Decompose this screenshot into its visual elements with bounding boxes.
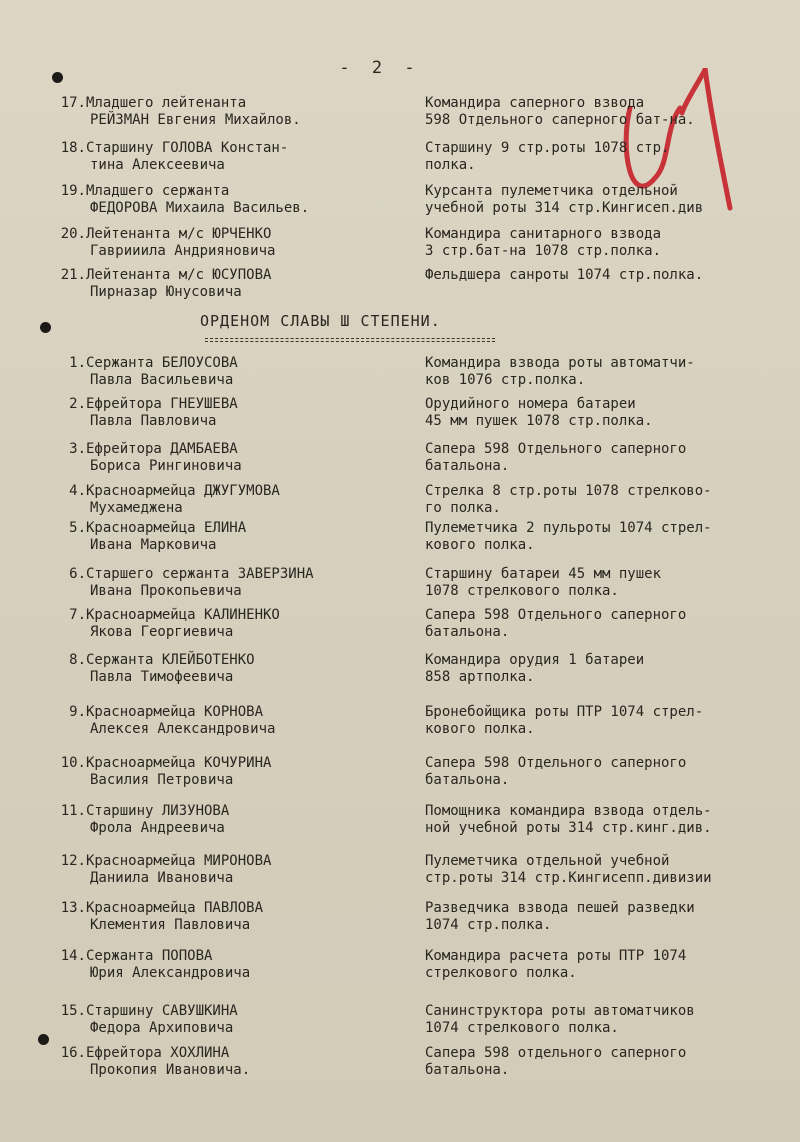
position-line: стрелкового полка. xyxy=(425,965,577,981)
recipient-name: Мухамеджена xyxy=(90,500,183,516)
position-line: Старшину батареи 45 мм пушек xyxy=(425,566,662,582)
recipient-rank: Старшину ГОЛОВА Констан- xyxy=(86,140,289,156)
entry-number: 4. xyxy=(69,483,86,499)
position-line: 45 мм пушек 1078 стр.полка. xyxy=(425,413,653,429)
recipient-name: тина Алексеевича xyxy=(90,157,225,173)
position-line: Пулеметчика 2 пульроты 1074 стрел- xyxy=(425,520,712,536)
recipient-block xyxy=(52,652,412,686)
entry-number: 15. xyxy=(60,1003,86,1019)
entry-number: 11. xyxy=(60,803,86,819)
position-line: го полка. xyxy=(425,500,501,516)
recipient-position xyxy=(425,95,800,129)
recipient-rank: Красноармейца ЕЛИНА xyxy=(86,520,247,536)
recipient-rank: Красноармейца КАЛИНЕНКО xyxy=(86,607,280,623)
position-line: ков 1076 стр.полка. xyxy=(425,372,586,388)
recipient-name: Ивана Прокопьевича xyxy=(90,583,242,599)
position-line: стр.роты 314 стр.Кингисепп.дивизии xyxy=(425,870,712,886)
recipient-name: Алексея Александровича xyxy=(90,721,276,737)
recipient-block xyxy=(52,566,412,600)
recipient-rank: Лейтенанта м/с ЮСУПОВА xyxy=(86,267,272,283)
position-line: Фельдшера санроты 1074 стр.полка. xyxy=(425,267,704,283)
position-line: 858 артполка. xyxy=(425,669,535,685)
recipient-position xyxy=(425,441,800,475)
entry-number: 9. xyxy=(69,704,86,720)
recipient-rank: Сержанта ПОПОВА xyxy=(86,948,213,964)
section-heading: ОРДЕНОМ СЛАВЫ Ш СТЕПЕНИ. xyxy=(200,312,441,330)
position-line: ной учебной роты 314 стр.кинг.див. xyxy=(425,820,712,836)
recipient-position xyxy=(425,853,800,887)
recipient-block xyxy=(52,396,412,430)
recipient-position xyxy=(425,803,800,837)
entry-number: 21. xyxy=(60,267,86,283)
position-line: Бронебойщика роты ПТР 1074 стрел- xyxy=(425,704,704,720)
recipient-name: Павла Васильевича xyxy=(90,372,234,388)
entry-number: 12. xyxy=(60,853,86,869)
recipient-name: РЕЙЗМАН Евгения Михайлов. xyxy=(90,112,301,128)
recipient-rank: Красноармейца КОРНОВА xyxy=(86,704,264,720)
recipient-rank: Красноармейца ПАВЛОВА xyxy=(86,900,264,916)
entry-number: 17. xyxy=(60,95,86,111)
recipient-position xyxy=(425,607,800,641)
recipient-position xyxy=(425,704,800,738)
recipient-rank: Ефрейтора ГНЕУШЕВА xyxy=(86,396,238,412)
recipient-name: Павла Павловича xyxy=(90,413,217,429)
entry-number: 1. xyxy=(69,355,86,371)
recipient-name: Василия Петровича xyxy=(90,772,234,788)
recipient-block xyxy=(52,95,412,129)
position-line: Командира взвода роты автоматчи- xyxy=(425,355,695,371)
position-line: 1074 стрелкового полка. xyxy=(425,1020,619,1036)
position-line: батальона. xyxy=(425,624,510,640)
section-underline xyxy=(205,338,495,342)
page-number: - 2 - xyxy=(339,58,421,78)
punch-hole xyxy=(38,1034,49,1045)
recipient-block xyxy=(52,483,412,517)
recipient-block xyxy=(52,948,412,982)
position-line: батальона. xyxy=(425,1062,510,1078)
position-line: 1078 стрелкового полка. xyxy=(425,583,619,599)
recipient-rank: Младшего лейтенанта xyxy=(86,95,247,111)
recipient-rank: Старшину ЛИЗУНОВА xyxy=(86,803,230,819)
recipient-rank: Младшего сержанта xyxy=(86,183,230,199)
recipient-position xyxy=(425,355,800,389)
recipient-name: ФЕДОРОВА Михаила Васильев. xyxy=(90,200,310,216)
position-line: Командира санитарного взвода xyxy=(425,226,662,242)
recipient-block xyxy=(52,441,412,475)
recipient-position xyxy=(425,1045,800,1079)
recipient-position xyxy=(425,652,800,686)
recipient-name: Пирназар Юнусовича xyxy=(90,284,242,300)
recipient-rank: Красноармейца МИРОНОВА xyxy=(86,853,272,869)
recipient-block xyxy=(52,226,412,260)
recipient-rank: Сержанта БЕЛОУСОВА xyxy=(86,355,238,371)
recipient-name: Даниила Ивановича xyxy=(90,870,234,886)
entry-number: 20. xyxy=(60,226,86,242)
recipient-block xyxy=(52,355,412,389)
recipient-rank: Ефрейтора ДАМБАЕВА xyxy=(86,441,238,457)
position-line: Разведчика взвода пешей разведки xyxy=(425,900,695,916)
recipient-name: Якова Георгиевича xyxy=(90,624,234,640)
recipient-block xyxy=(52,1045,412,1079)
position-line: учебной роты 314 стр.Кингисеп.див xyxy=(425,200,704,216)
recipient-position xyxy=(425,520,800,554)
entry-number: 18. xyxy=(60,140,86,156)
position-line: Сапера 598 отдельного саперного xyxy=(425,1045,687,1061)
position-line: Сапера 598 Отдельного саперного xyxy=(425,441,687,457)
recipient-name: Клементия Павловича xyxy=(90,917,251,933)
recipient-position xyxy=(425,948,800,982)
position-line: Стрелка 8 стр.роты 1078 стрелково- xyxy=(425,483,712,499)
recipient-name: Павла Тимофеевича xyxy=(90,669,234,685)
punch-hole xyxy=(40,322,51,333)
recipient-name: Бориса Рингиновича xyxy=(90,458,242,474)
position-line: полка. xyxy=(425,157,476,173)
recipient-position xyxy=(425,566,800,600)
entry-number: 13. xyxy=(60,900,86,916)
recipient-position xyxy=(425,140,800,174)
recipient-block xyxy=(52,267,412,301)
entry-number: 6. xyxy=(69,566,86,582)
recipient-name: Ивана Марковича xyxy=(90,537,217,553)
recipient-position xyxy=(425,396,800,430)
recipient-position xyxy=(425,900,800,934)
recipient-position xyxy=(425,755,800,789)
recipient-rank: Сержанта КЛЕЙБОТЕНКО xyxy=(86,652,255,668)
recipient-rank: Красноармейца КОЧУРИНА xyxy=(86,755,272,771)
position-line: Сапера 598 Отдельного саперного xyxy=(425,755,687,771)
recipient-position xyxy=(425,483,800,517)
entry-number: 19. xyxy=(60,183,86,199)
recipient-block xyxy=(52,607,412,641)
recipient-rank: Ефрейтора ХОХЛИНА xyxy=(86,1045,230,1061)
recipient-rank: Красноармейца ДЖУГУМОВА xyxy=(86,483,280,499)
position-line: Командира саперного взвода xyxy=(425,95,645,111)
recipient-block xyxy=(52,183,412,217)
entry-number: 3. xyxy=(69,441,86,457)
entry-number: 5. xyxy=(69,520,86,536)
recipient-position xyxy=(425,183,800,217)
entry-number: 2. xyxy=(69,396,86,412)
position-line: 1074 стр.полка. xyxy=(425,917,552,933)
recipient-position xyxy=(425,267,800,284)
recipient-position xyxy=(425,226,800,260)
entry-number: 10. xyxy=(60,755,86,771)
entry-number: 7. xyxy=(69,607,86,623)
recipient-rank: Лейтенанта м/с ЮРЧЕНКО xyxy=(86,226,272,242)
recipient-block xyxy=(52,900,412,934)
position-line: Старшину 9 стр.роты 1078 стр. xyxy=(425,140,670,156)
recipient-block xyxy=(52,803,412,837)
recipient-name: Федора Архиповича xyxy=(90,1020,234,1036)
position-line: Курсанта пулеметчика отдельной xyxy=(425,183,678,199)
position-line: 598 Отдельного саперного бат-на. xyxy=(425,112,695,128)
recipient-block xyxy=(52,853,412,887)
recipient-block xyxy=(52,704,412,738)
recipient-position xyxy=(425,1003,800,1037)
position-line: кового полка. xyxy=(425,537,535,553)
position-line: Пулеметчика отдельной учебной xyxy=(425,853,670,869)
position-line: кового полка. xyxy=(425,721,535,737)
recipient-block xyxy=(52,1003,412,1037)
position-line: Помощника командира взвода отдель- xyxy=(425,803,712,819)
entry-number: 16. xyxy=(60,1045,86,1061)
position-line: батальона. xyxy=(425,772,510,788)
recipient-block xyxy=(52,520,412,554)
recipient-name: Прокопия Ивановича. xyxy=(90,1062,251,1078)
position-line: Командира расчета роты ПТР 1074 xyxy=(425,948,687,964)
position-line: Командира орудия 1 батареи xyxy=(425,652,645,668)
position-line: Сапера 598 Отдельного саперного xyxy=(425,607,687,623)
position-line: Санинструктора роты автоматчиков xyxy=(425,1003,695,1019)
recipient-block xyxy=(52,755,412,789)
recipient-block xyxy=(52,140,412,174)
recipient-rank: Старшего сержанта ЗАВЕРЗИНА xyxy=(86,566,314,582)
position-line: батальона. xyxy=(425,458,510,474)
recipient-name: Фрола Андреевича xyxy=(90,820,225,836)
position-line: Орудийного номера батареи xyxy=(425,396,636,412)
entry-number: 8. xyxy=(69,652,86,668)
recipient-rank: Старшину САВУШКИНА xyxy=(86,1003,238,1019)
recipient-name: Гаврииила Андрияновича xyxy=(90,243,276,259)
entry-number: 14. xyxy=(60,948,86,964)
recipient-name: Юрия Александровича xyxy=(90,965,251,981)
position-line: 3 стр.бат-на 1078 стр.полка. xyxy=(425,243,662,259)
